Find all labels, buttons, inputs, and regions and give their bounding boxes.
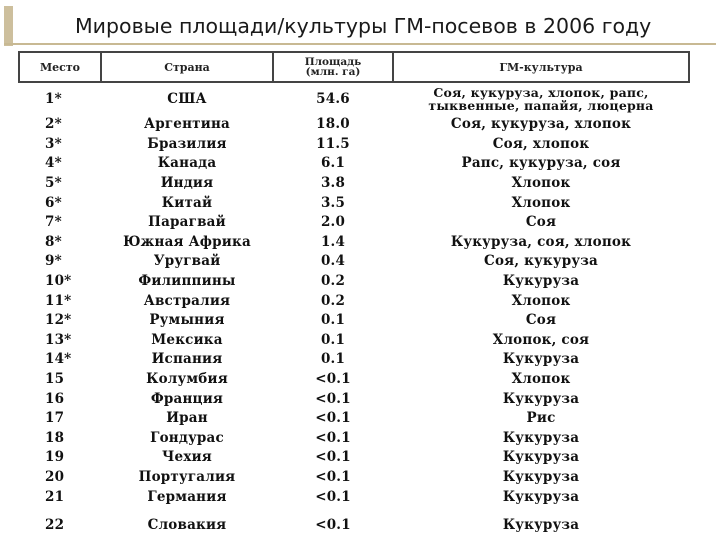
- area-cell: 6.1: [320, 155, 346, 172]
- country-cell: Уругвай: [153, 253, 221, 270]
- rank-cell: 6*: [45, 194, 62, 211]
- crop-cell: Кукуруза: [502, 488, 580, 505]
- table-row: [19, 468, 689, 488]
- area-cell: <0.1: [315, 371, 351, 388]
- area-cell: 2.0: [320, 214, 346, 231]
- rank-cell: 4*: [45, 155, 62, 172]
- rank-cell: 5*: [45, 175, 62, 192]
- country-cell: США: [167, 90, 207, 107]
- country-cell: Иран: [166, 410, 208, 427]
- crop-cell: Хлопок: [511, 292, 571, 309]
- table-row: [19, 311, 689, 331]
- area-cell: <0.1: [315, 390, 351, 407]
- rank-cell: 13*: [45, 331, 72, 348]
- crop-cell: Кукуруза: [502, 273, 580, 290]
- table-row: [19, 82, 689, 115]
- gm-crops-table-container: [18, 51, 688, 533]
- table-row: [19, 272, 689, 292]
- title-divider: [4, 43, 716, 45]
- crop-cell: Кукуруза: [502, 390, 580, 407]
- crop-cell: Соя, кукуруза, хлопок, рапс, тыквенные, папайя, люцерна: [428, 85, 654, 113]
- table-row: [19, 174, 689, 194]
- area-cell: 0.2: [320, 273, 346, 290]
- table-row: [19, 233, 689, 253]
- table-row: [19, 409, 689, 429]
- country-cell: Аргентина: [144, 116, 230, 133]
- country-cell: Китай: [161, 194, 213, 211]
- header-rank: Место: [19, 52, 101, 82]
- rank-cell: 14*: [45, 351, 72, 368]
- rank-cell: 15: [45, 371, 65, 388]
- rank-cell: 2*: [45, 116, 62, 133]
- table-row: [19, 135, 689, 155]
- country-cell: Филиппины: [138, 273, 236, 290]
- area-cell: 1.4: [320, 233, 346, 250]
- table-row: [19, 507, 689, 533]
- country-cell: Испания: [151, 351, 223, 368]
- crop-cell: Хлопок: [511, 371, 571, 388]
- table-row: [19, 193, 689, 213]
- country-cell: Германия: [147, 488, 227, 505]
- country-cell: Мексика: [151, 331, 223, 348]
- country-cell: Гондурас: [150, 429, 224, 446]
- country-cell: Австралия: [143, 292, 231, 309]
- header-crop: ГМ-культура: [393, 52, 689, 82]
- area-cell: 3.8: [320, 175, 346, 192]
- area-cell: <0.1: [315, 429, 351, 446]
- country-cell: Канада: [157, 155, 217, 172]
- header-area-line2: (млн. га): [305, 66, 361, 78]
- table-row: [19, 370, 689, 390]
- crop-cell: Соя: [525, 214, 557, 231]
- crop-cell: Соя: [525, 312, 557, 329]
- header-country: Страна: [101, 52, 273, 82]
- area-cell: 0.1: [320, 312, 346, 329]
- table-row: [19, 291, 689, 311]
- area-cell: <0.1: [315, 449, 351, 466]
- country-cell: Колумбия: [146, 371, 228, 388]
- header-area-line1: Площадь: [304, 56, 362, 68]
- title-accent-bar: [4, 6, 13, 46]
- rank-cell: 7*: [45, 214, 62, 231]
- table-row: [19, 154, 689, 174]
- gm-crops-table: [18, 51, 690, 533]
- area-cell: <0.1: [315, 468, 351, 485]
- page-title: Мировые площади/культуры ГМ-посевов в 2006 году: [75, 14, 652, 38]
- table-body: [19, 82, 689, 533]
- rank-cell: 21: [45, 488, 65, 505]
- country-cell: Чехия: [162, 449, 212, 466]
- table-row: [19, 213, 689, 233]
- area-cell: 0.4: [320, 253, 346, 270]
- country-cell: Индия: [160, 175, 214, 192]
- country-cell: Бразилия: [147, 135, 227, 152]
- crop-cell: Соя, кукуруза: [484, 253, 598, 270]
- area-cell: 11.5: [316, 135, 350, 152]
- table-header-row: [19, 52, 689, 82]
- country-cell: Франция: [150, 390, 224, 407]
- country-cell: Словакия: [147, 516, 227, 533]
- table-row: [19, 331, 689, 351]
- crop-cell: Кукуруза: [502, 449, 580, 466]
- crop-cell: Кукуруза: [502, 468, 580, 485]
- crop-cell: Хлопок: [511, 175, 571, 192]
- crop-cell: Кукуруза: [502, 429, 580, 446]
- crop-cell: Кукуруза: [502, 516, 580, 533]
- table-row: [19, 115, 689, 135]
- area-cell: 3.5: [320, 194, 346, 211]
- rank-cell: 17: [45, 410, 65, 427]
- rank-cell: 22: [45, 516, 65, 533]
- country-cell: Парагвай: [148, 214, 226, 231]
- crop-cell: Соя, кукуруза, хлопок: [450, 116, 632, 133]
- rank-cell: 9*: [45, 253, 62, 270]
- crop-cell: Кукуруза: [502, 351, 580, 368]
- rank-cell: 20: [45, 468, 65, 485]
- area-cell: <0.1: [315, 516, 351, 533]
- table-row: [19, 389, 689, 409]
- rank-cell: 11*: [45, 292, 72, 309]
- area-cell: 0.2: [320, 292, 346, 309]
- rank-cell: 3*: [45, 135, 62, 152]
- table-row: [19, 350, 689, 370]
- area-cell: 54.6: [316, 90, 350, 107]
- country-cell: Румыния: [149, 312, 225, 329]
- header-area: [273, 52, 393, 82]
- crop-cell: Хлопок, соя: [492, 331, 590, 348]
- table-row: [19, 487, 689, 507]
- rank-cell: 18: [45, 429, 65, 446]
- area-cell: <0.1: [315, 410, 351, 427]
- area-cell: 18.0: [316, 116, 350, 133]
- rank-cell: 16: [45, 390, 65, 407]
- rank-cell: 10*: [45, 273, 72, 290]
- area-cell: <0.1: [315, 488, 351, 505]
- area-cell: 0.1: [320, 331, 346, 348]
- crop-cell: Кукуруза, соя, хлопок: [450, 233, 632, 250]
- rank-cell: 12*: [45, 312, 72, 329]
- table-row: [19, 252, 689, 272]
- table-header: [19, 52, 689, 82]
- rank-cell: 8*: [45, 233, 62, 250]
- rank-cell: 1*: [45, 90, 62, 107]
- crop-cell: Рапс, кукуруза, соя: [461, 155, 621, 172]
- crop-cell: Хлопок: [511, 194, 571, 211]
- crop-cell: Соя, хлопок: [492, 135, 590, 152]
- rank-cell: 19: [45, 449, 65, 466]
- crop-cell: Рис: [526, 410, 556, 427]
- area-cell: 0.1: [320, 351, 346, 368]
- country-cell: Южная Африка: [123, 233, 251, 250]
- table-row: [19, 448, 689, 468]
- country-cell: Португалия: [138, 468, 236, 485]
- table-row: [19, 429, 689, 449]
